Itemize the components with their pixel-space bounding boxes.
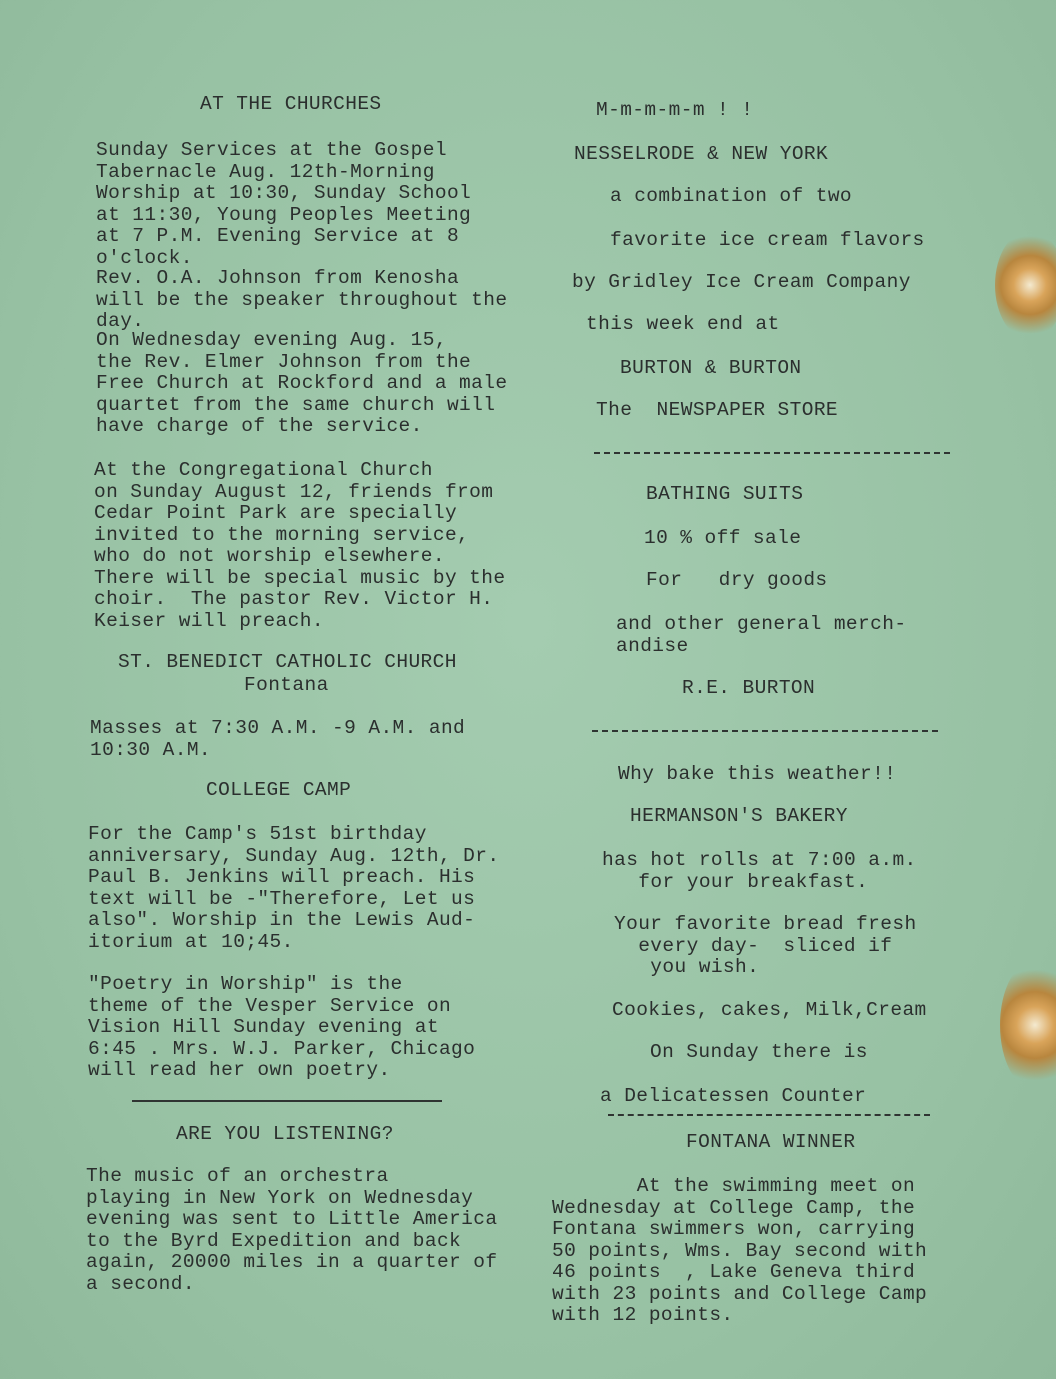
gospel-tabernacle-paragraph: Sunday Services at the Gospel Tabernacle Aug. 12th-Morning Worship at 10:30, Sunday School at 11:30, Young Peoples Meeting at 7 P.M. Evening Service at 8 o'clock. [96, 139, 472, 269]
ad-line-combination: a combination of two [610, 185, 853, 207]
college-camp-paragraph: For the Camp's 51st birthday anniversary, Sunday Aug. 12th, Dr. Paul B. Jenkins will preach. His text will be -"Therefore, Let us also". Worship in the Lewis Aud- itorium at 10;45. [88, 823, 500, 953]
winner-paragraph: At the swimming meet on Wednesday at College Camp, the Fontana swimmers won, carrying 50 points, Wms. Bay second with 46 points , Lake Geneva third with 23 points and College Camp with 12 points. [552, 1175, 928, 1326]
st-benedict-heading: ST. BENEDICT CATHOLIC CHURCH [118, 651, 457, 673]
bakery-why-line: Why bake this weather!! [618, 763, 897, 785]
college-camp-heading: COLLEGE CAMP [206, 779, 352, 801]
bathing-signature: R.E. BURTON [682, 677, 816, 699]
burn-mark-lower [1000, 960, 1056, 1090]
ad-line-favorite: favorite ice cream flavors [610, 229, 925, 251]
ad-line-gridley: by Gridley Ice Cream Company [572, 271, 911, 293]
right-divider-1 [594, 452, 950, 454]
bakery-name: HERMANSON'S BAKERY [630, 805, 848, 827]
bathing-merchandise-line: and other general merch- andise [616, 613, 907, 657]
churches-heading: AT THE CHURCHES [200, 93, 382, 115]
listening-paragraph: The music of an orchestra playing in New York on Wednesday evening was sent to Little America to the Byrd Expedition and back again, 20000 miles in a quarter of a second. [86, 1165, 498, 1295]
right-divider-3 [608, 1114, 930, 1116]
bathing-sale-line: 10 % off sale [644, 527, 802, 549]
burn-mark-upper [995, 230, 1056, 340]
winner-heading: FONTANA WINNER [686, 1131, 856, 1153]
ad-exclaim: M-m-m-m-m ! ! [596, 99, 754, 121]
ad-store-name: BURTON & BURTON [620, 357, 802, 379]
bathing-dry-goods-line: For dry goods [646, 569, 828, 591]
left-divider [132, 1100, 442, 1102]
listening-heading: ARE YOU LISTENING? [176, 1123, 394, 1145]
ad-store-subtitle: The NEWSPAPER STORE [596, 399, 839, 421]
st-benedict-location: Fontana [244, 674, 329, 696]
masses-paragraph: Masses at 7:30 A.M. -9 A.M. and 10:30 A.M. [90, 717, 466, 761]
bakery-rolls-line: has hot rolls at 7:00 a.m. for your breakfast. [602, 849, 917, 893]
bakery-cookies-line: Cookies, cakes, Milk,Cream [612, 999, 927, 1021]
right-divider-2 [592, 730, 938, 732]
bakery-sunday-line: On Sunday there is [650, 1041, 868, 1063]
ad-line-week-end: this week end at [586, 313, 780, 335]
johnson-kenosha-paragraph: Rev. O.A. Johnson from Kenosha will be the speaker throughout the day. [96, 267, 508, 332]
bathing-suits-heading: BATHING SUITS [646, 483, 804, 505]
poetry-worship-paragraph: "Poetry in Worship" is the theme of the Vesper Service on Vision Hill Sunday evening at 6:45 . Mrs. W.J. Parker, Chicago will read her own poetry. [88, 973, 476, 1081]
bakery-bread-line: Your favorite bread fresh every day- sliced if you wish. [614, 913, 917, 978]
wednesday-service-paragraph: On Wednesday evening Aug. 15, the Rev. Elmer Johnson from the Free Church at Rockford and a male quartet from the same church will have charge of the service. [96, 329, 508, 437]
congregational-paragraph: At the Congregational Church on Sunday August 12, friends from Cedar Point Park are specially invited to the morning service, who do not worship elsewhere. There will be special music by the choir. The pastor Rev. Victor H. Keiser will preach. [94, 459, 506, 632]
bakery-deli-line: a Delicatessen Counter [600, 1085, 867, 1107]
ad-flavor-heading: NESSELRODE & NEW YORK [574, 143, 829, 165]
